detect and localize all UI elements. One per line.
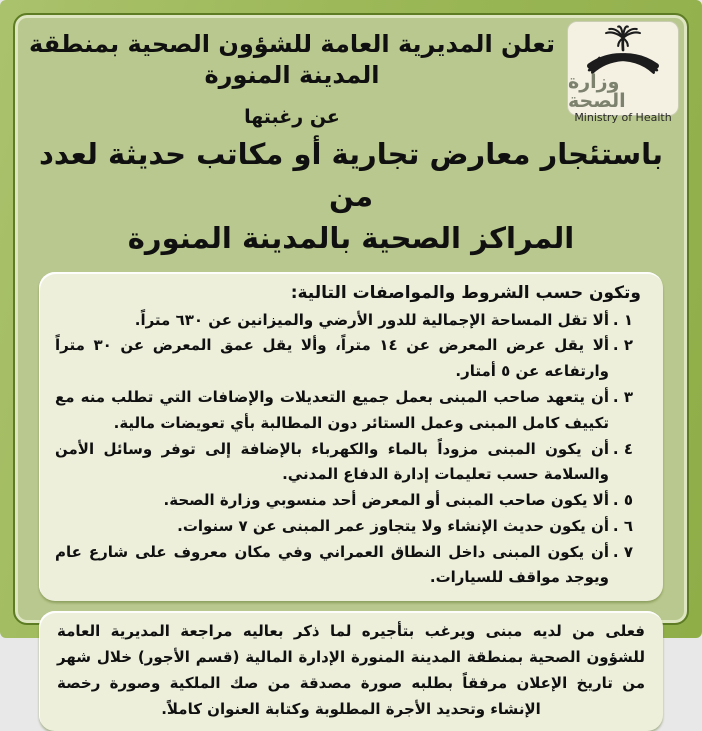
announcement-line-2: المراكز الصحية بالمدينة المنورة bbox=[127, 221, 575, 256]
footer-text: من لديه مبنى ويرغب بتأجيره لما ذكر بعاليه مراجعة المديرية العامة للشؤون الصحية بمنطقة المدينة المنورة الإدارة المالية (قسم الأجور) خلال شهر من تاريخ الإعلان مرفقاً بطلبه صورة مصدقة من صك الملكية وصورة رخصة الإنشاء وتحديد الأجرة المطلوبة وكتابة العنوان كاملاً. bbox=[57, 622, 645, 718]
condition-number: ٣ . bbox=[612, 387, 633, 406]
conditions-box bbox=[39, 272, 663, 602]
condition-text: ألا تقل المساحة الإجمالية للدور الأرضي والميزانين عن ٦٣٠ متراً. bbox=[134, 310, 609, 329]
condition-item bbox=[55, 514, 647, 540]
condition-number: ١ . bbox=[612, 310, 633, 329]
title-block bbox=[23, 19, 561, 128]
moh-logo bbox=[567, 21, 679, 124]
logo-arabic-label: وزارة الصحة bbox=[568, 71, 626, 112]
condition-text: أن يكون حديث الإنشاء ولا يتجاوز عمر المبنى عن ٧ سنوات. bbox=[177, 516, 609, 535]
conditions-list bbox=[55, 308, 647, 592]
logo-english-label: Ministry of Health bbox=[574, 111, 672, 124]
condition-number: ٦ . bbox=[612, 516, 633, 535]
footer-box bbox=[39, 611, 663, 731]
condition-text: أن يكون المبنى داخل النطاق العمراني وفي مكان معروف على شارع عام ويوجد مواقف للسيارات. bbox=[55, 542, 609, 587]
condition-item bbox=[55, 308, 647, 334]
condition-item bbox=[55, 488, 647, 514]
condition-item bbox=[55, 385, 647, 437]
announcement-line-1: باستئجار معارض تجارية أو مكاتب حديثة لعدد من bbox=[39, 137, 663, 214]
announcement-heading bbox=[23, 133, 679, 259]
conditions-heading: وتكون حسب الشروط والمواصفات التالية: bbox=[290, 282, 641, 303]
condition-item bbox=[55, 540, 647, 592]
condition-text: ألا يقل عرض المعرض عن ١٤ متراً، وألا يقل عمق المعرض عن ٣٠ متراً وارتفاعه عن ٥ أمتار. bbox=[55, 336, 610, 381]
page-title: تعلن المديرية العامة للشؤون الصحية بمنطقة المدينة المنورة bbox=[29, 30, 555, 90]
condition-number: ٤ . bbox=[612, 439, 633, 458]
condition-number: ٥ . bbox=[612, 491, 633, 510]
condition-text: ألا يكون صاحب المبنى أو المعرض أحد منسوبي وزارة الصحة. bbox=[163, 491, 609, 510]
condition-number: ٢ . bbox=[612, 336, 633, 355]
poster-panel bbox=[13, 13, 689, 718]
header bbox=[23, 19, 679, 128]
condition-text: أن يتعهد صاحب المبنى بعمل جميع التعديلات والإضافات التي تطلب منه مع تكييف كامل المبنى وعمل الستائر دون المطالبة بأي تعويضات مالية. bbox=[55, 387, 609, 432]
moh-emblem-icon bbox=[580, 25, 666, 75]
condition-number: ٧ . bbox=[612, 542, 633, 561]
condition-item bbox=[55, 333, 647, 385]
page-subtitle: عن رغبتها bbox=[244, 106, 340, 129]
condition-text: أن يكون المبنى مزوداً بالماء والكهرباء بالإضافة إلى توفر وسائل الأمن والسلامة حسب تعليمات إدارة الدفاع المدني. bbox=[55, 439, 609, 484]
condition-item bbox=[55, 437, 647, 489]
footer-lead: فعلى bbox=[605, 622, 645, 641]
